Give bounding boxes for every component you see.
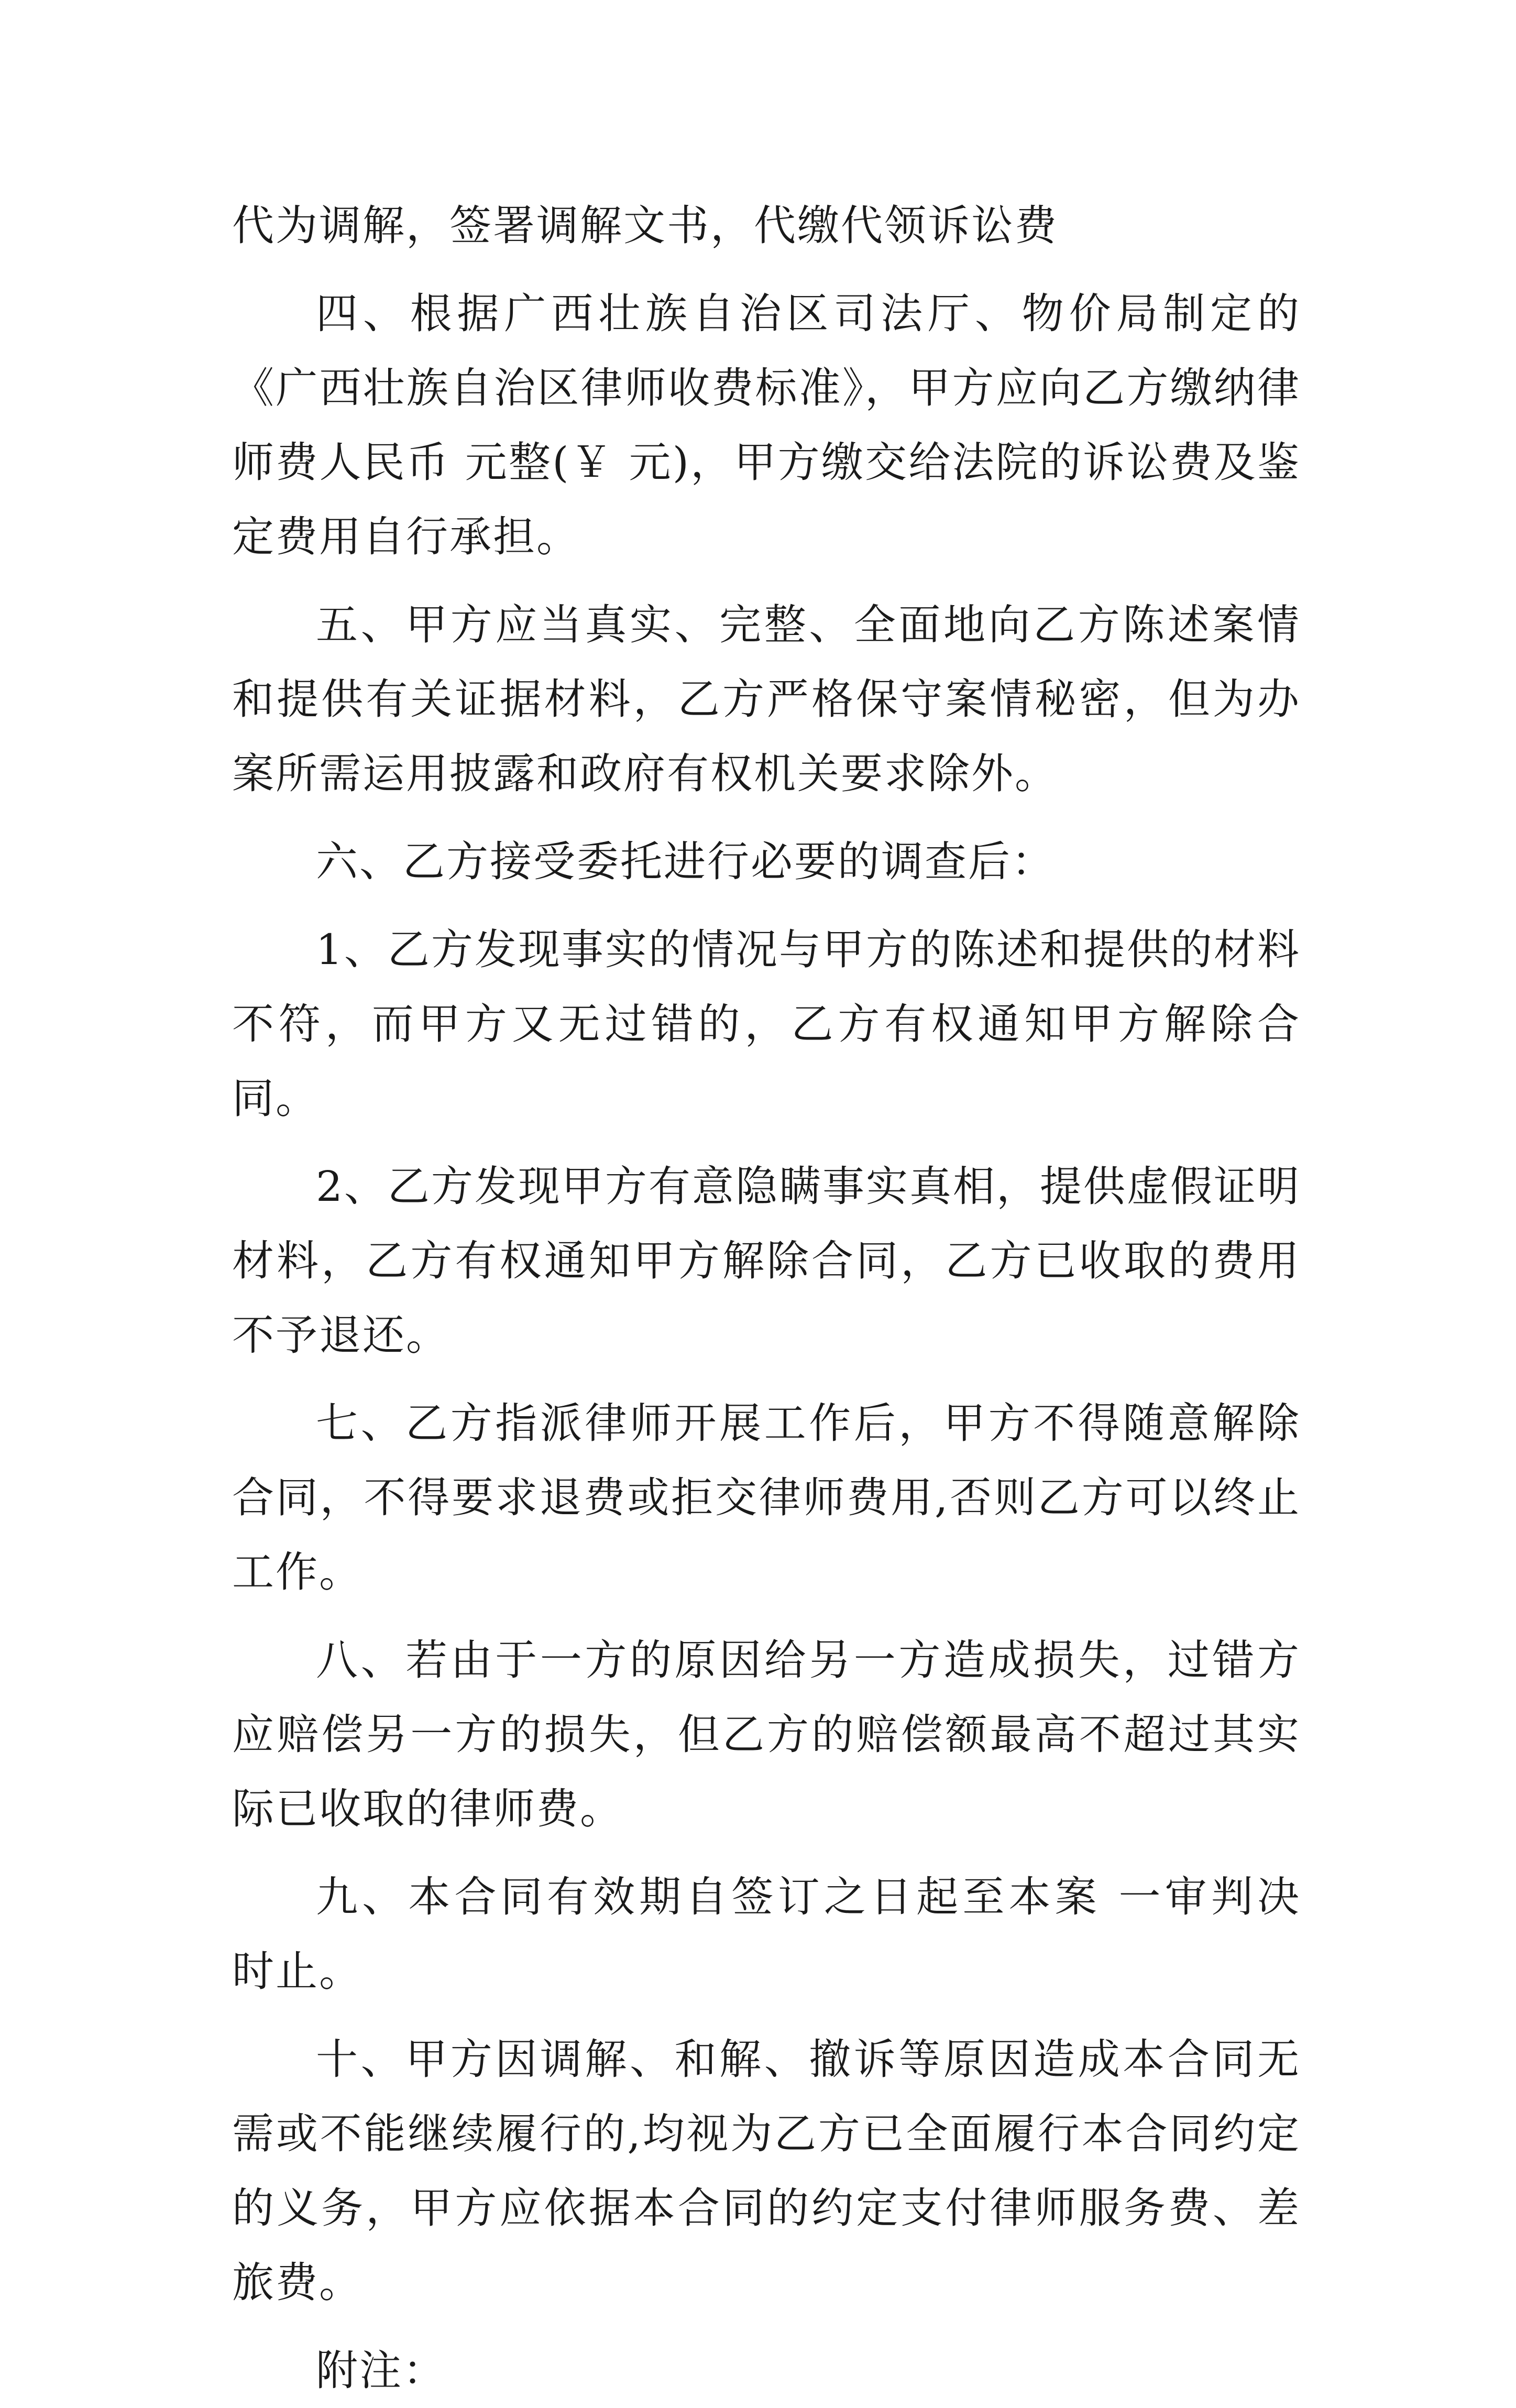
clause-6-item-1: 1、乙方发现事实的情况与甲方的陈述和提供的材料不符，而甲方又无过错的，乙方有权通知甲方解除合同。 [232, 925, 1301, 1123]
clause-7-termination: 七、乙方指派律师开展工作后，甲方不得随意解除合同，不得要求退费或拒交律师费用,否则乙方可以终止工作。 [232, 1399, 1301, 1596]
clause-8-compensation: 八、若由于一方的原因给另一方造成损失，过错方应赔偿另一方的损失，但乙方的赔偿额最高不超过其实际已收取的律师费。 [232, 1636, 1301, 1833]
document-page [232, 189, 1301, 2408]
clause-5-disclosure: 五、甲方应当真实、完整、全面地向乙方陈述案情和提供有关证据材料，乙方严格保守案情秘密，但为办案所需运用披露和政府有权机关要求除外。 [232, 600, 1301, 798]
clause-4-fee: 四、根据广西壮族自治区司法厅、物价局制定的《广西壮族自治区律师收费标准》，甲方应向乙方缴纳律师费人民币 元整(￥ 元)，甲方缴交给法院的诉讼费及鉴定费用自行承担。 [232, 289, 1301, 561]
clause-10-settlement: 十、甲方因调解、和解、撤诉等原因造成本合同无需或不能继续履行的,均视为乙方已全面履行本合同约定的义务，甲方应依据本合同的约定支付律师服务费、差旅费。 [232, 2035, 1301, 2307]
clause-6-investigation: 六、乙方接受委托进行必要的调查后： [316, 837, 1055, 886]
clause-6-item-2: 2、乙方发现甲方有意隐瞒事实真相，提供虚假证明材料，乙方有权通知甲方解除合同，乙方已收取的费用不予退还。 [232, 1162, 1301, 1360]
paragraph-continued: 代为调解，签署调解文书，代缴代领诉讼费 [232, 201, 1058, 250]
clause-9-validity: 九、本合同有效期自签订之日起至本案 一审判决 时止。 [232, 1873, 1301, 1996]
appendix-note: 附注： [316, 2346, 446, 2395]
